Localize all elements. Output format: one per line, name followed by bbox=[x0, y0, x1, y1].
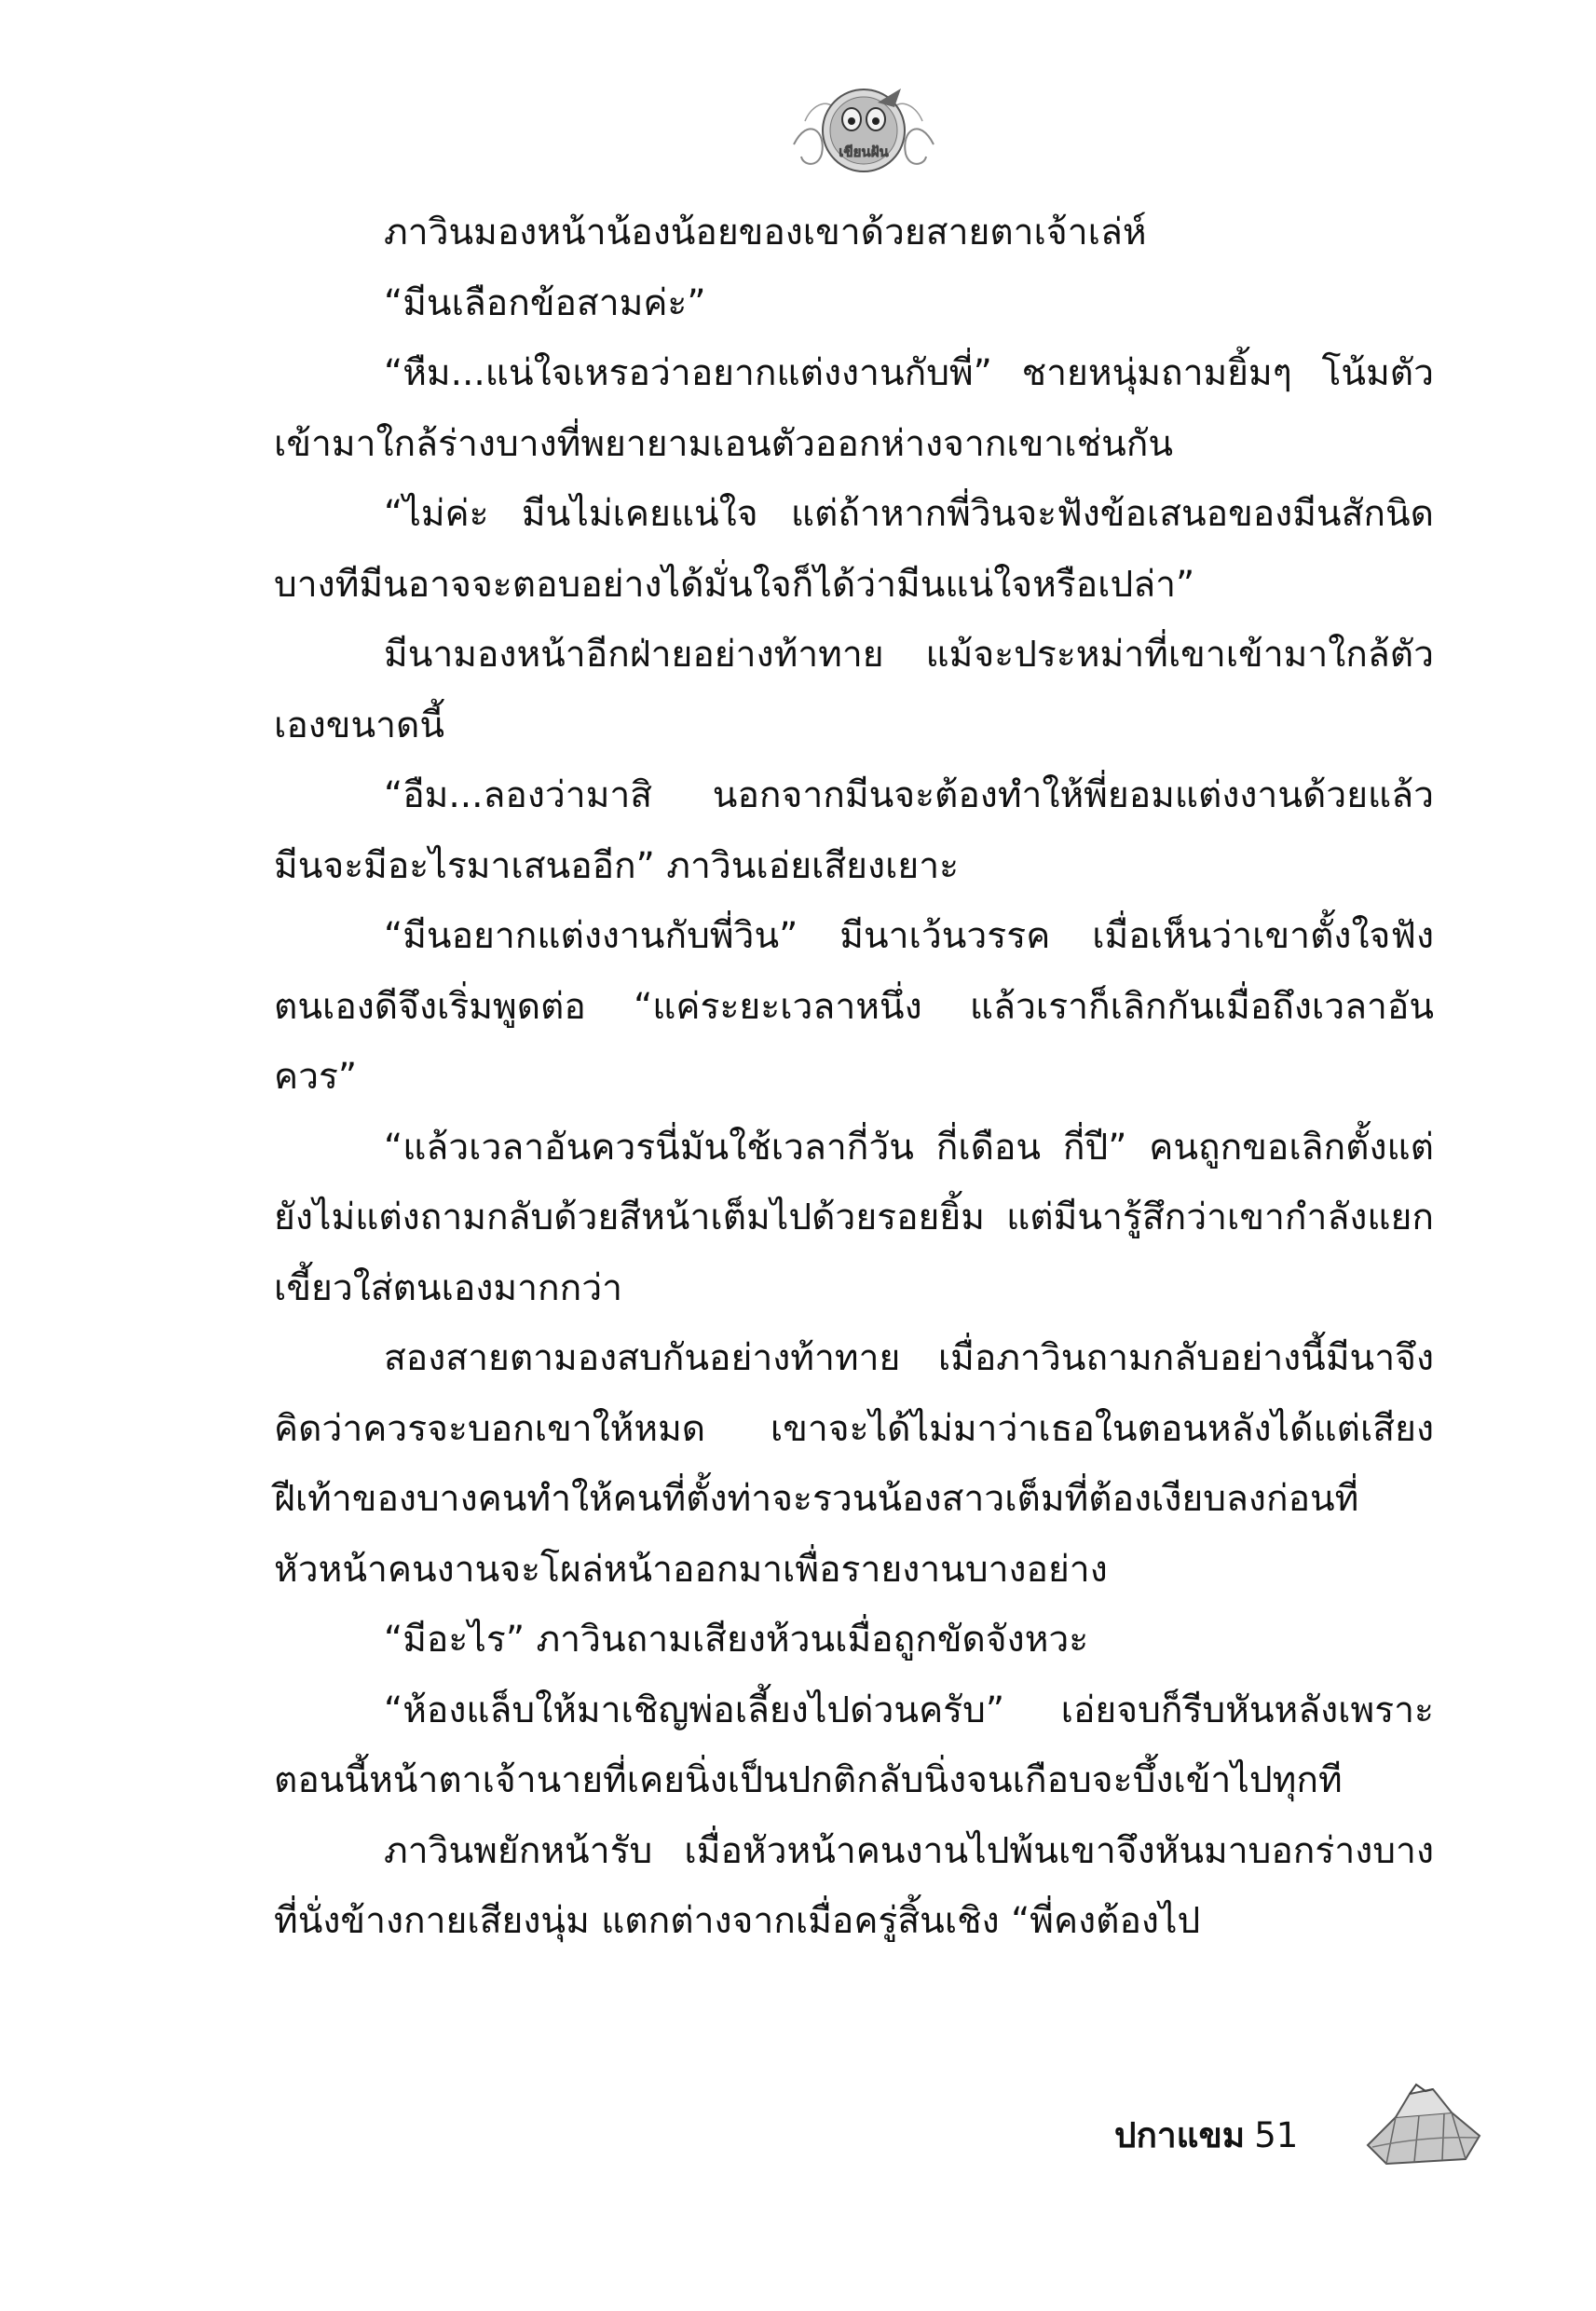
paragraph: “ห้องแล็บให้มาเชิญพ่อเลี้ยงไปด่วนครับ” เอ่ยจบก็รีบหันหลังเพราะตอนนี้หน้าตาเจ้านายที่เคยนิ่งเป็นปกติกลับนิ่งจนเกือบจะบึ้งเข้าไปทุกที bbox=[274, 1689, 1434, 1801]
paragraph: “ไม่ค่ะ มีนไม่เคยแน่ใจ แต่ถ้าหากพี่วินจะฟังข้อเสนอของมีนสักนิด บางทีมีนอาจจะตอบอย่างได้มั่นใจก็ได้ว่ามีนแน่ใจหรือเปล่า” bbox=[274, 493, 1434, 606]
book-title: ปกาแขม bbox=[1114, 2115, 1246, 2155]
paragraph: “หืม...แน่ใจเหรอว่าอยากแต่งงานกับพี่” ชายหนุ่มถามยิ้มๆ โน้มตัวเข้ามาใกล้ร่างบางที่พยายามเอนตัวออกห่างจากเขาเช่นกัน bbox=[274, 352, 1434, 465]
paragraph: ภาวินพยักหน้ารับ เมื่อหัวหน้าคนงานไปพ้นเขาจึงหันมาบอกร่างบางที่นั่งข้างกายเสียงนุ่ม แตกต่างจากเมื่อครู่สิ้นเชิง “พี่คงต้องไป bbox=[274, 1829, 1434, 1942]
paragraph: มีนามองหน้าอีกฝ่ายอย่างท้าทาย แม้จะประหม่าที่เขาเข้ามาใกล้ตัวเองขนาดนี้ bbox=[274, 634, 1434, 746]
header-crest-icon bbox=[784, 65, 943, 186]
crest-text: เขียนฝัน bbox=[839, 144, 889, 160]
paragraph: สองสายตามองสบกันอย่างท้าทาย เมื่อภาวินถามกลับอย่างนี้มีนาจึงคิดว่าควรจะบอกเขาให้หมด เขาจะได้ไม่มาว่าเธอในตอนหลังได้แต่เสียงฝีเท้าของบางคนทำให้คนที่ตั้งท่าจะรวนน้องสาวเต็มที่ต้องเงียบลงก่อนที่หัวหน้าคนงานจะโผล่หน้าออกมาเพื่อรายงานบางอย่าง bbox=[274, 1337, 1434, 1591]
paragraph: “มีอะไร” ภาวินถามเสียงห้วนเมื่อถูกขัดจังหวะ bbox=[384, 1619, 1089, 1661]
paragraph: “มีนเลือกข้อสามค่ะ” bbox=[384, 281, 706, 324]
paragraph: ภาวินมองหน้าน้องน้อยของเขาด้วยสายตาเจ้าเล่ห์ bbox=[384, 212, 1147, 253]
paragraph: “มีนอยากแต่งงานกับพี่วิน” มีนาเว้นวรรค เมื่อเห็นว่าเขาตั้งใจฟังตนเองดีจึงเริ่มพูดต่อ “แค่ระยะเวลาหนึ่ง แล้วเราก็เลิกกันเมื่อถึงเวลาอันควร” bbox=[274, 915, 1434, 1098]
paragraph: “อืม...ลองว่ามาสิ นอกจากมีนจะต้องทำให้พี่ยอมแต่งงานด้วยแล้วมีนจะมีอะไรมาเสนออีก” ภาวินเอ่ยเสียงเยาะ bbox=[274, 774, 1434, 887]
crest-svg bbox=[784, 65, 943, 186]
wrapped-bundle-icon bbox=[1358, 2080, 1489, 2173]
page-footer bbox=[1114, 2108, 1319, 2163]
story-text bbox=[274, 198, 1434, 1957]
page-number: 51 bbox=[1254, 2115, 1299, 2155]
bundle-svg bbox=[1358, 2080, 1489, 2173]
paragraph: “แล้วเวลาอันควรนี่มันใช้เวลากี่วัน กี่เดือน กี่ปี” คนถูกขอเลิกตั้งแต่ยังไม่แต่งถามกลับด้วยสีหน้าเต็มไปด้วยรอยยิ้ม แต่มีนารู้สึกว่าเขากำลังแยกเขี้ยวใส่ตนเองมากกว่า bbox=[274, 1126, 1434, 1309]
